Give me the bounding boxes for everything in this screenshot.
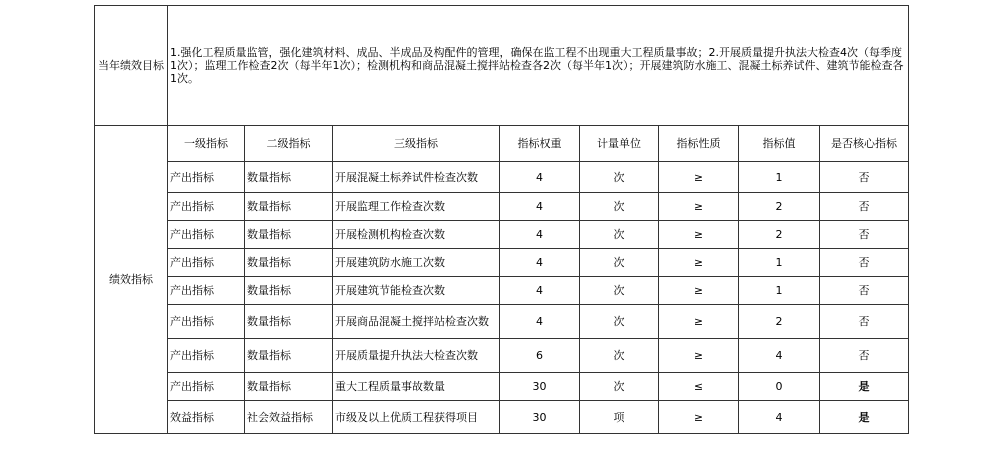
core-cell: 否: [820, 249, 909, 277]
level2-cell: 数量指标: [245, 162, 333, 193]
header-cell: 指标性质: [659, 126, 739, 162]
header-cell: 是否核心指标: [820, 126, 909, 162]
unit-cell: 次: [580, 162, 659, 193]
unit-cell: 次: [580, 221, 659, 249]
unit-cell: 项: [580, 401, 659, 434]
nature-cell: ≥: [659, 193, 739, 221]
weight-cell: 30: [500, 373, 580, 401]
weight-cell: 4: [500, 221, 580, 249]
table-row: [95, 221, 909, 249]
level2-cell: 数量指标: [245, 249, 333, 277]
level3-cell: 开展质量提升执法大检查次数: [333, 339, 500, 373]
level3-cell: 开展商品混凝土搅拌站检查次数: [333, 305, 500, 339]
performance-table: [94, 5, 909, 434]
nature-cell: ≥: [659, 401, 739, 434]
level3-cell: 开展检测机构检查次数: [333, 221, 500, 249]
goal-label: 当年绩效目标: [95, 6, 168, 126]
core-cell: 否: [820, 339, 909, 373]
value-cell: 2: [739, 305, 820, 339]
weight-cell: 4: [500, 193, 580, 221]
weight-cell: 4: [500, 277, 580, 305]
core-cell: 否: [820, 277, 909, 305]
value-cell: 1: [739, 162, 820, 193]
level2-cell: 数量指标: [245, 339, 333, 373]
indicators-label: 绩效指标: [95, 126, 168, 434]
value-cell: 2: [739, 221, 820, 249]
table-row: [95, 401, 909, 434]
table-row: [95, 339, 909, 373]
weight-cell: 4: [500, 162, 580, 193]
core-cell: 否: [820, 162, 909, 193]
level2-cell: 数量指标: [245, 193, 333, 221]
value-cell: 4: [739, 401, 820, 434]
unit-cell: 次: [580, 373, 659, 401]
nature-cell: ≥: [659, 277, 739, 305]
nature-cell: ≥: [659, 249, 739, 277]
level1-cell: 产出指标: [168, 277, 245, 305]
header-cell: 计量单位: [580, 126, 659, 162]
value-cell: 4: [739, 339, 820, 373]
value-cell: 1: [739, 277, 820, 305]
table-row: [95, 305, 909, 339]
level3-cell: 市级及以上优质工程获得项目: [333, 401, 500, 434]
level3-cell: 开展监理工作检查次数: [333, 193, 500, 221]
table-row: [95, 162, 909, 193]
table-row: [95, 277, 909, 305]
table-row: [95, 193, 909, 221]
level2-cell: 数量指标: [245, 221, 333, 249]
nature-cell: ≥: [659, 305, 739, 339]
level3-cell: 开展建筑防水施工次数: [333, 249, 500, 277]
value-cell: 1: [739, 249, 820, 277]
core-cell: 是: [820, 373, 909, 401]
level2-cell: 数量指标: [245, 305, 333, 339]
level1-cell: 产出指标: [168, 373, 245, 401]
weight-cell: 6: [500, 339, 580, 373]
weight-cell: 30: [500, 401, 580, 434]
level1-cell: 产出指标: [168, 339, 245, 373]
level2-cell: 社会效益指标: [245, 401, 333, 434]
header-row: [95, 126, 909, 162]
table-row: [95, 373, 909, 401]
level1-cell: 产出指标: [168, 249, 245, 277]
nature-cell: ≤: [659, 373, 739, 401]
unit-cell: 次: [580, 193, 659, 221]
goal-row: [95, 6, 909, 126]
unit-cell: 次: [580, 305, 659, 339]
value-cell: 0: [739, 373, 820, 401]
level1-cell: 产出指标: [168, 162, 245, 193]
header-cell: 指标值: [739, 126, 820, 162]
header-cell: 指标权重: [500, 126, 580, 162]
level2-cell: 数量指标: [245, 277, 333, 305]
header-cell: 一级指标: [168, 126, 245, 162]
weight-cell: 4: [500, 249, 580, 277]
unit-cell: 次: [580, 339, 659, 373]
nature-cell: ≥: [659, 221, 739, 249]
value-cell: 2: [739, 193, 820, 221]
level3-cell: 开展建筑节能检查次数: [333, 277, 500, 305]
level1-cell: 产出指标: [168, 221, 245, 249]
unit-cell: 次: [580, 249, 659, 277]
level1-cell: 效益指标: [168, 401, 245, 434]
core-cell: 是: [820, 401, 909, 434]
level1-cell: 产出指标: [168, 193, 245, 221]
header-cell: 三级指标: [333, 126, 500, 162]
core-cell: 否: [820, 193, 909, 221]
level2-cell: 数量指标: [245, 373, 333, 401]
header-cell: 二级指标: [245, 126, 333, 162]
weight-cell: 4: [500, 305, 580, 339]
goal-text: 1.强化工程质量监管，强化建筑材料、成品、半成品及构配件的管理，确保在监工程不出现重大工程质量事故；2.开展质量提升执法大检查4次（每季度1次）；监理工作检查2次（每半年1次）；检测机构和商品混凝土搅拌站检查各2次（每半年1次）；开展建筑防水施工、混凝土标养试件、建筑节能检查各1次。: [168, 6, 909, 126]
level3-cell: 开展混凝土标养试件检查次数: [333, 162, 500, 193]
level3-cell: 重大工程质量事故数量: [333, 373, 500, 401]
level1-cell: 产出指标: [168, 305, 245, 339]
nature-cell: ≥: [659, 339, 739, 373]
table-row: [95, 249, 909, 277]
nature-cell: ≥: [659, 162, 739, 193]
core-cell: 否: [820, 221, 909, 249]
core-cell: 否: [820, 305, 909, 339]
unit-cell: 次: [580, 277, 659, 305]
